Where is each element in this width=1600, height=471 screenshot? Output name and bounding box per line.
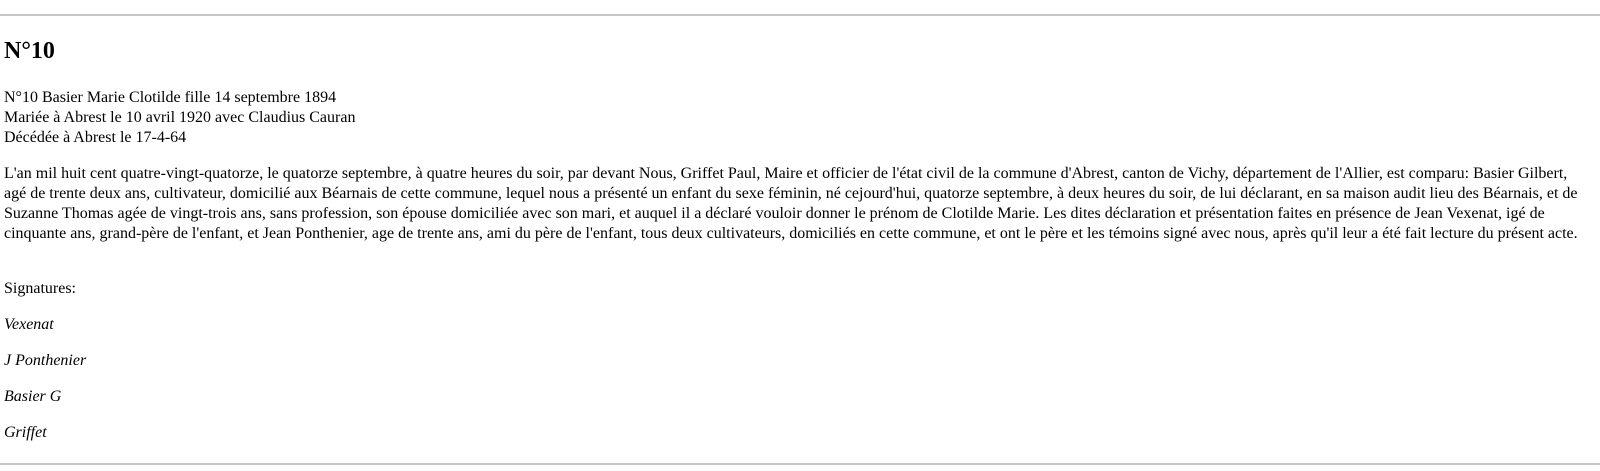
summary-line-birth: N°10 Basier Marie Clotilde fille 14 septembre 1894 [4, 89, 337, 106]
signature-basier: Basier G [4, 388, 62, 405]
record-title: N°10 [4, 38, 55, 64]
signature-griffet: Griffet [4, 424, 47, 441]
summary-line-death: Décédée à Abrest le 17-4-64 [4, 129, 187, 146]
top-divider [0, 14, 1600, 16]
summary-line-marriage: Mariée à Abrest le 10 avril 1920 avec Claudius Cauran [4, 109, 356, 126]
signature-vexenat: Vexenat [4, 316, 54, 333]
record-summary [4, 88, 355, 148]
bottom-divider [0, 463, 1600, 465]
signature-ponthenier: J Ponthenier [4, 352, 87, 369]
record-body-text: L'an mil huit cent quatre-vingt-quatorze, le quatorze septembre, à quatre heures du soir, par devant Nous, Griffet Paul, Maire et officier de l'état civil de la commune d'Abrest, canton de Vichy, département de l'Allier, est comparu: Basier Gilbert, agé de trente deux ans, cultivateur, domicilié aux Béarnais de cette commune, lequel nous a présenté un enfant du sexe féminin, né cejourd'hui, quatorze septembre, à deux heures du soir, de lui déclarant, en sa maison audit lieu des Béarnais, et de Suzanne Thomas agée de vingt-trois ans, sans profession, son épouse domiciliée avec son mari, et auquel il a déclaré vouloir donner le prénom de Clotilde Marie. Les dites déclaration et présentation faites en présence de Jean Vexenat, igé de cinquante ans, grand-père de l'enfant, et Jean Ponthenier, age de trente ans, ami du père de l'enfant, tous deux cultivateurs, domiciliés en cette commune, et ont le père et les témoins signé avec nous, après qu'il leur a été fait lecture du présent acte. [4, 165, 1578, 242]
signatures-heading: Signatures: [4, 280, 76, 297]
